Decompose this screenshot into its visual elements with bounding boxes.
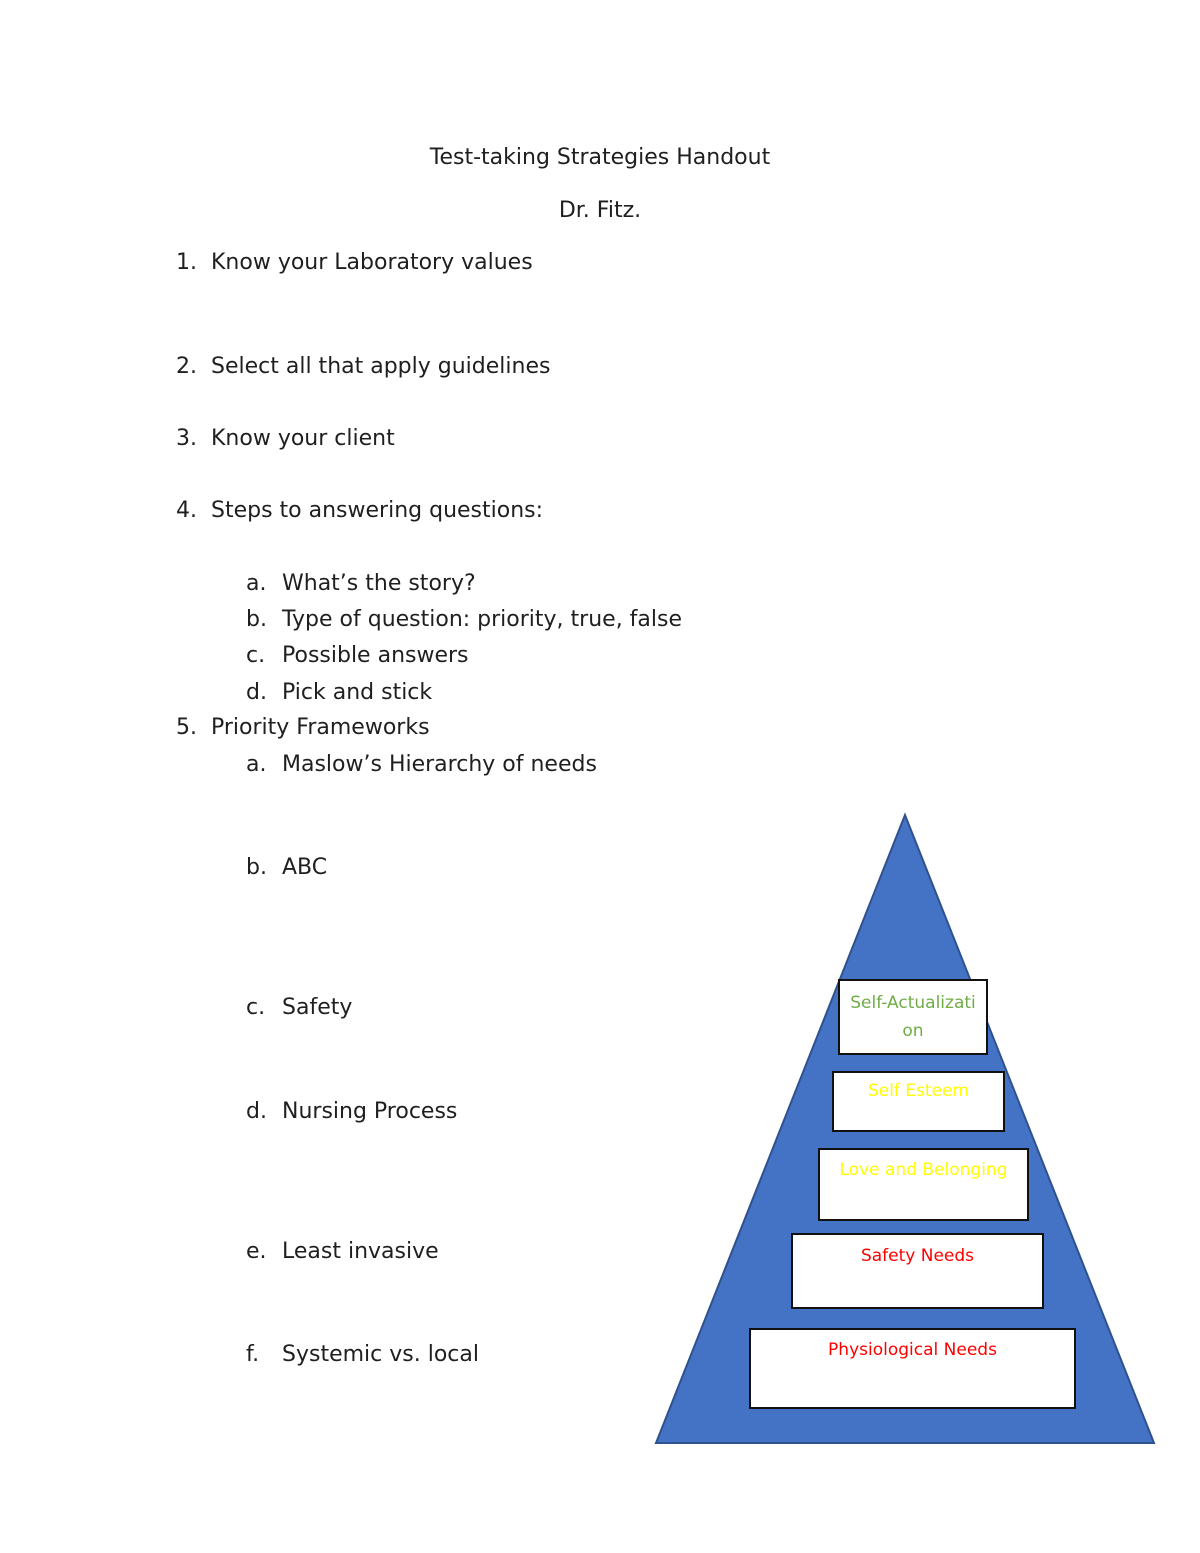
page-author: Dr. Fitz. — [558, 198, 642, 223]
list-marker: 5. — [176, 715, 197, 740]
list-marker: d. — [246, 680, 267, 705]
list-item-text: What’s the story? — [282, 571, 476, 596]
list-item-text: Know your Laboratory values — [211, 250, 533, 275]
pyramid-tier-physiological-needs — [749, 1328, 1076, 1409]
list-marker: 2. — [176, 354, 197, 379]
list-marker: b. — [246, 607, 267, 632]
tier-label: Self-Actualization — [850, 993, 976, 1041]
pyramid-tier-love-and-belonging — [818, 1148, 1029, 1221]
list-item-text: Know your client — [211, 426, 395, 451]
list-item-text: Steps to answering questions: — [211, 498, 544, 523]
list-item-text: Safety — [282, 995, 353, 1020]
list-marker: 3. — [176, 426, 197, 451]
list-item-text: ABC — [282, 855, 328, 880]
list-marker: c. — [246, 995, 266, 1020]
list-item-text: Type of question: priority, true, false — [282, 607, 683, 632]
list-marker: 4. — [176, 498, 197, 523]
list-marker: c. — [246, 643, 266, 668]
pyramid-tier-self-esteem — [832, 1071, 1005, 1132]
tier-label: Love and Belonging — [839, 1160, 1008, 1180]
pyramid-tier-safety-needs — [791, 1233, 1044, 1309]
list-item-text: Nursing Process — [282, 1099, 458, 1124]
list-item-text: Least invasive — [282, 1239, 439, 1264]
list-item-text: Priority Frameworks — [211, 715, 430, 740]
pyramid-tier-self-actualization — [838, 979, 988, 1055]
list-marker: 1. — [176, 250, 197, 275]
list-item-text: Pick and stick — [282, 680, 433, 705]
list-item-text: Select all that apply guidelines — [211, 354, 551, 379]
list-item-text: Systemic vs. local — [282, 1342, 479, 1367]
list-marker: b. — [246, 855, 267, 880]
list-marker: d. — [246, 1099, 267, 1124]
list-marker: f. — [246, 1342, 260, 1367]
list-item-text: Possible answers — [282, 643, 469, 668]
list-item-text: Maslow’s Hierarchy of needs — [282, 752, 597, 777]
list-marker: a. — [246, 571, 267, 596]
list-marker: a. — [246, 752, 267, 777]
tier-label: Safety Needs — [860, 1246, 975, 1266]
list-marker: e. — [246, 1239, 267, 1264]
page-title: Test-taking Strategies Handout — [429, 145, 771, 170]
tier-label: Self Esteem — [867, 1081, 970, 1101]
tier-label: Physiological Needs — [828, 1340, 997, 1360]
